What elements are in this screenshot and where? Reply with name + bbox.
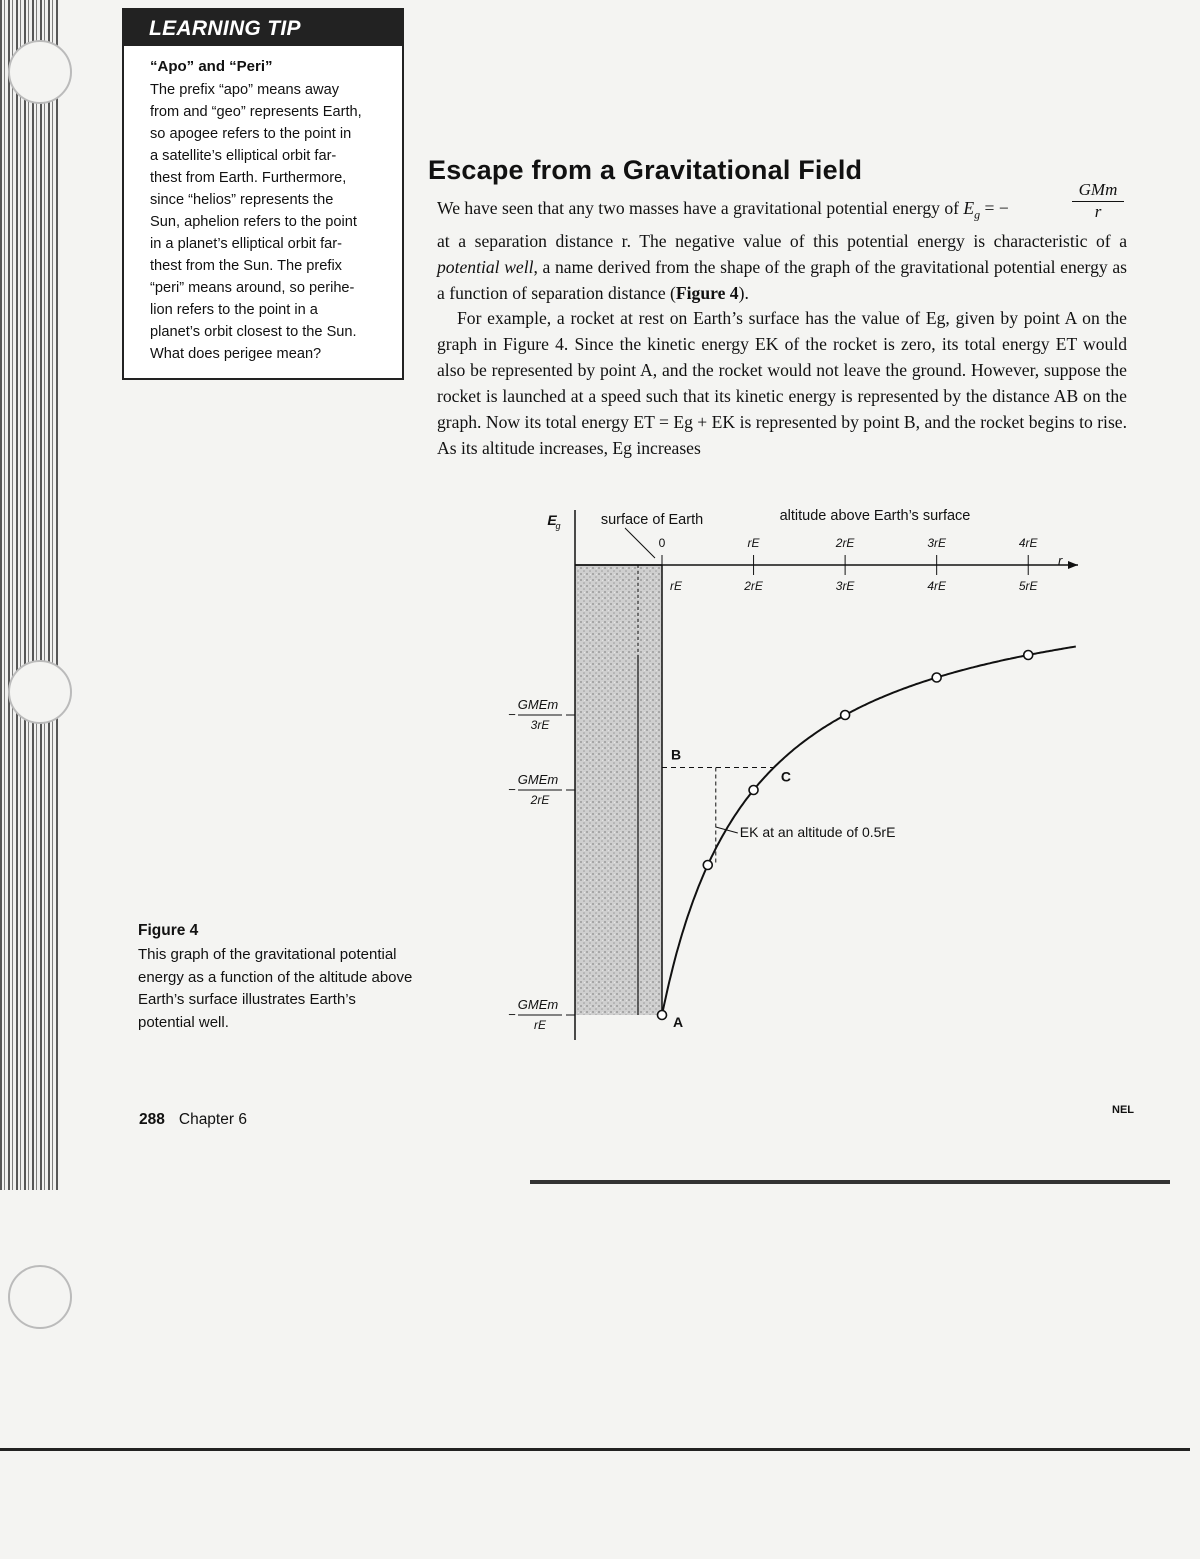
tip-line: lion refers to the point in a	[150, 302, 318, 318]
tip-line: from and “geo” represents Earth,	[150, 104, 362, 120]
binder-hole	[8, 40, 72, 104]
tip-line: in a planet’s elliptical orbit far-	[150, 236, 342, 252]
intro-text: at a separation distance r. The negative value of this potential energy is characteristic of a	[437, 230, 1127, 251]
binder-edge	[0, 0, 60, 1190]
intro-text: ).	[738, 282, 749, 303]
formula-numerator: GMm	[1072, 180, 1124, 202]
learning-tip-header: LEARNING TIP	[124, 10, 402, 46]
tip-line: thest from the Sun. The prefix	[150, 258, 342, 274]
intro-text: We have seen that any two masses have a gravitational potential energy of	[437, 198, 964, 218]
data-point-marker	[1024, 651, 1033, 660]
bottom-tick-label: 4rE	[927, 579, 947, 593]
tip-line: planet’s orbit closest to the Sun.	[150, 324, 357, 340]
figure-reference: Figure 4	[675, 282, 739, 303]
y-axis-label-sub: g	[555, 521, 561, 531]
y-tick-denominator: 2rE	[530, 793, 550, 807]
bottom-tick-label: 2rE	[744, 579, 763, 593]
energy-subscript: g	[974, 207, 981, 222]
y-axis-label: E	[547, 512, 557, 528]
y-tick-minus: −	[508, 1007, 516, 1022]
figure-label: Figure 4	[138, 922, 199, 939]
y-tick-minus: −	[508, 707, 516, 722]
tip-line: Sun, aphelion refers to the point	[150, 214, 357, 230]
tip-line: so apogee refers to the point in	[150, 126, 352, 142]
data-point-marker	[658, 1011, 667, 1020]
scan-rule	[530, 1180, 1170, 1184]
top-tick-label: 2rE	[835, 536, 855, 550]
y-tick-minus: −	[508, 782, 516, 797]
data-point-marker	[749, 786, 758, 795]
tip-line: thest from Earth. Furthermore,	[150, 170, 347, 186]
y-tick-numerator: GMEm	[517, 697, 559, 712]
bottom-tick-label: 3rE	[835, 579, 855, 593]
data-point-marker	[703, 861, 712, 870]
learning-tip-body	[150, 79, 394, 365]
x-axis-label: r	[1058, 553, 1063, 568]
bottom-tick-label: rE	[670, 579, 682, 593]
y-tick-denominator: 3rE	[530, 718, 550, 732]
tip-line: since “helios” represents the	[150, 192, 334, 208]
data-point-marker	[932, 673, 941, 682]
tip-line: “peri” means around, so perihe-	[150, 280, 355, 296]
earth-interior	[575, 565, 662, 1015]
potential-well-term: potential well	[437, 256, 534, 277]
binder-hole	[8, 1265, 72, 1329]
scan-rule	[0, 1448, 1190, 1451]
example-text: For example, a rocket at rest on Earth’s surface has the value of Eg, given by point A on the graph in Figure 4. Since the kinetic energy EK of the rocket is zero, its total energy ET would also be represented by point A, and the rocket would not leave the ground. However, suppose the rocket is launched at a speed such that its kinetic energy is represented by the distance AB on the graph. Now its total energy ET = Eg + EK is represented by point B, and the rocket begins to rise. As its altitude increases, Eg increases	[437, 308, 1127, 458]
tip-line: What does perigee mean?	[150, 346, 322, 362]
top-tick-label: 0	[658, 536, 666, 550]
learning-tip-box	[122, 8, 404, 380]
top-tick-label: 4rE	[1018, 536, 1038, 550]
equals-sign: = −	[980, 198, 1009, 218]
tip-line: The prefix “apo” means away	[150, 82, 339, 98]
intro-text: , a name derived from the shape of the graph of the gravitational potential energy as a function of separation distance (	[437, 256, 1127, 303]
point-a-label: A	[672, 1014, 684, 1030]
tip-line: a satellite’s elliptical orbit far-	[150, 148, 337, 164]
learning-tip-title: “Apo” and “Peri”	[150, 58, 273, 75]
page-number: 288	[139, 1111, 165, 1128]
y-tick-numerator: GMEm	[517, 772, 559, 787]
ek-annotation: EK at an altitude of 0.5rE	[739, 824, 896, 840]
chapter-label: Chapter 6	[178, 1111, 247, 1128]
x-axis-arrow	[1068, 561, 1078, 569]
surface-label: surface of Earth	[600, 512, 704, 528]
point-b-label: B	[670, 746, 682, 763]
page-footer	[139, 1111, 247, 1129]
figure-caption	[138, 922, 413, 1034]
bottom-tick-label: 5rE	[1018, 579, 1038, 593]
figure-caption-text: This graph of the gravitational potential energy as a function of the altitude above Earth’s surface illustrates Earth’s potential well.	[138, 946, 413, 1031]
top-tick-label: 3rE	[927, 536, 947, 550]
y-tick-denominator: rE	[534, 1018, 546, 1032]
publisher-mark: NEL	[1112, 1104, 1134, 1116]
formula-denominator: r	[1094, 202, 1102, 221]
top-axis-title: altitude above Earth’s surface	[779, 508, 971, 524]
intro-paragraph	[437, 195, 1127, 306]
potential-well-graph	[430, 495, 1090, 1040]
binder-hole	[8, 660, 72, 724]
surface-pointer	[625, 528, 655, 558]
data-point-marker	[841, 711, 850, 720]
section-title: Escape from a Gravitational Field	[428, 155, 863, 185]
energy-symbol: E	[963, 198, 975, 218]
point-c-label: C	[780, 768, 791, 785]
top-tick-label: rE	[747, 536, 760, 550]
example-paragraph	[437, 305, 1127, 461]
y-tick-numerator: GMEm	[517, 997, 559, 1012]
